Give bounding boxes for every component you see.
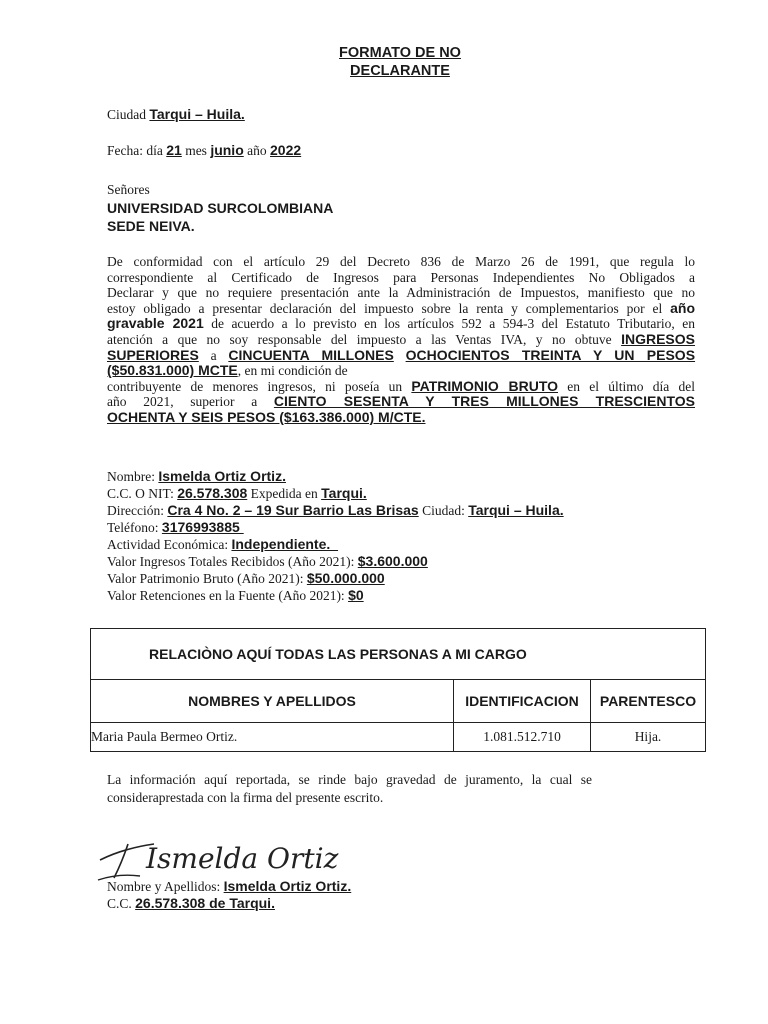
declaration-paragraph — [107, 254, 695, 426]
signature-text: Ismelda Ortiz — [146, 842, 339, 875]
col-header-name: NOMBRES Y APELLIDOS — [91, 680, 454, 723]
para-line-1: De conformidad con el artículo 29 del Decreto 836 de Marzo 26 de 1991, que regula lo — [107, 254, 695, 269]
info-address: Dirección: Cra 4 No. 2 – 19 Sur Barrio Las Brisas Ciudad: Tarqui – Huila. — [107, 502, 564, 518]
para-line-4: estoy obligado a presentar declaración del impuesto sobre la renta y complementarios por el año — [107, 299, 696, 316]
info-income: Valor Ingresos Totales Recibidos (Año 2021): $3.600.000 — [107, 553, 428, 569]
city-line — [107, 106, 245, 123]
recipient-org: UNIVERSIDAD SURCOLOMBIANA — [107, 200, 334, 216]
date-year-label: año — [247, 143, 267, 158]
info-name: Nombre: Ismelda Ortiz Ortiz. — [107, 468, 286, 484]
para-line-2: correspondiente al Certificado de Ingresos para Personas Independientes No Obligados a — [107, 269, 695, 285]
info-withholding: Valor Retenciones en la Fuente (Año 2021): $0 — [107, 587, 364, 603]
dependents-header: RELACIÒNO AQUÍ TODAS LAS PERSONAS A MI CARGO — [91, 629, 706, 680]
para-line-11: OCHENTA Y SEIS PESOS ($163.386.000) M/CTE. — [107, 408, 426, 425]
salutation: Señores — [107, 182, 150, 197]
signature-name: Nombre y Apellidos: Ismelda Ortiz Ortiz. — [107, 878, 352, 894]
city-value: Tarqui – Huila. — [149, 106, 245, 122]
info-id: C.C. O NIT: 26.578.308 Expedida en Tarqui. — [107, 485, 367, 501]
para-line-5: gravable 2021 de acuerdo a lo previsto en los artículos 592 a 594-3 del Estatuto Tributario, en — [107, 315, 695, 332]
info-assets: Valor Patrimonio Bruto (Año 2021): $50.000.000 — [107, 570, 385, 586]
date-line — [107, 142, 301, 159]
info-activity: Actividad Económica: Independiente. — [107, 536, 339, 552]
para-line-9: contribuyente de menores ingresos, ni poseía un PATRIMONIO BRUTO en el último día del — [107, 377, 696, 394]
row-name: Maria Paula Bermeo Ortiz. — [91, 723, 454, 752]
para-line-8: ($50.831.000) MCTE, en mi condición de — [107, 362, 348, 379]
document-title — [0, 44, 768, 80]
title-line-1: FORMATO DE NO — [339, 45, 461, 61]
para-line-10: año 2021, superior a CIENTO SESENTA Y TRES MILLONES TRESCIENTOS — [107, 393, 695, 410]
row-relation: Hija. — [591, 723, 706, 752]
date-month: junio — [210, 142, 244, 158]
date-year: 2022 — [270, 142, 302, 158]
col-header-id: IDENTIFICACION — [454, 680, 591, 723]
info-phone: Teléfono: 3176993885 — [107, 519, 244, 535]
date-month-label: mes — [185, 143, 207, 158]
dependents-table — [90, 628, 706, 752]
para-line-3: Declarar y que no requiere presentación ante la Administración de Impuestos, manifiesto que no — [107, 285, 695, 301]
row-id: 1.081.512.710 — [454, 723, 591, 752]
signature-cc: C.C. 26.578.308 de Tarqui. — [107, 895, 275, 911]
para-line-7: SUPERIORES a CINCUENTA MILLONES OCHOCIENTOS TREINTA Y UN PESOS — [107, 346, 696, 363]
title-line-2: DECLARANTE — [350, 63, 450, 79]
para-line-6: atención a que no soy responsable del impuesto a las Ventas IVA, y no obtuve INGRESOS — [107, 330, 695, 347]
closing-statement: La información aquí reportada, se rinde bajo gravedad de juramento, la cual se consideraprestada con la firma del presente escrito. — [107, 772, 592, 805]
city-label: Ciudad — [107, 107, 146, 122]
col-header-relation: PARENTESCO — [591, 680, 706, 723]
date-day-label: Fecha: día — [107, 143, 163, 158]
date-day: 21 — [166, 142, 182, 158]
table-row — [91, 723, 706, 752]
recipient-branch: SEDE NEIVA. — [107, 218, 195, 234]
